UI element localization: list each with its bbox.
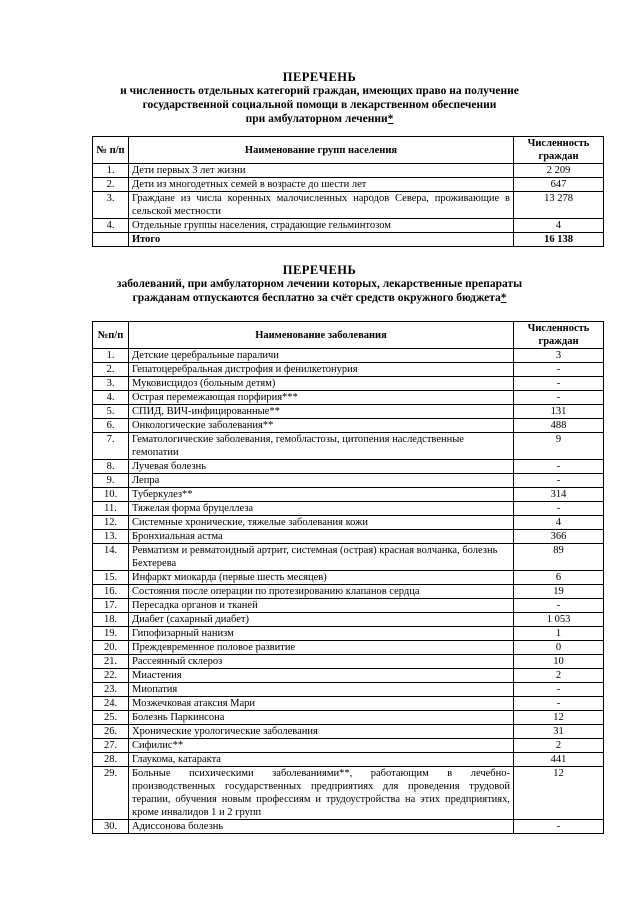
row-count: -	[514, 599, 604, 613]
row-number: 20.	[93, 641, 129, 655]
row-name: СПИД, ВИЧ-инфицированные**	[129, 405, 514, 419]
row-name: Детские церебральные параличи	[129, 349, 514, 363]
section2-subtitle-line-1: заболеваний, при амбулаторном лечении которых, лекарственные препараты	[116, 278, 523, 290]
row-count: -	[514, 502, 604, 516]
row-name: Больные психическими заболеваниями**, работающим в лечебно-производственных государственных предприятиях для проведения трудовой терапии, обучения новым профессиям и трудоустройства на этих предприятиях, кроме инвалидов 1 и 2 групп	[129, 767, 514, 820]
row-count: -	[514, 820, 604, 834]
table-row	[93, 530, 604, 544]
table-row	[93, 599, 604, 613]
row-number: 10.	[93, 488, 129, 502]
row-name: Острая перемежающая порфирия***	[129, 391, 514, 405]
row-count: 366	[514, 530, 604, 544]
row-number: 29.	[93, 767, 129, 820]
table-row	[93, 178, 604, 192]
row-name: Миопатия	[129, 683, 514, 697]
row-name: Преждевременное половое развитие	[129, 641, 514, 655]
section1-subtitle-line-3: при амбулаторном лечении	[245, 113, 388, 125]
row-count: 0	[514, 641, 604, 655]
row-name: Онкологические заболевания**	[129, 419, 514, 433]
total-count: 16 138	[514, 233, 604, 247]
row-count: -	[514, 474, 604, 488]
row-name: Диабет (сахарный диабет)	[129, 613, 514, 627]
table-row	[93, 419, 604, 433]
table-row	[93, 219, 604, 233]
table-row	[93, 460, 604, 474]
row-count: 4	[514, 219, 604, 233]
row-count: 31	[514, 725, 604, 739]
table-row	[93, 363, 604, 377]
table-row	[93, 488, 604, 502]
row-count: 89	[514, 544, 604, 571]
row-number: 9.	[93, 474, 129, 488]
table-row	[93, 669, 604, 683]
row-count: -	[514, 363, 604, 377]
row-number: 15.	[93, 571, 129, 585]
row-number: 7.	[93, 433, 129, 460]
section1-subtitle-line-2: государственной социальной помощи в лекарственном обеспечении	[142, 99, 497, 111]
section1-heading	[0, 70, 639, 126]
row-name: Сифилис**	[129, 739, 514, 753]
header-name: Наименование групп населения	[129, 137, 514, 164]
row-name: Хронические урологические заболевания	[129, 725, 514, 739]
row-count: -	[514, 391, 604, 405]
table-row	[93, 683, 604, 697]
row-name: Гематологические заболевания, гемобластозы, цитопения наследственные гемопатии	[129, 433, 514, 460]
row-number: 3.	[93, 192, 129, 219]
header-count: Численность граждан	[514, 322, 604, 349]
header-count: Численность граждан	[514, 137, 604, 164]
row-count: 441	[514, 753, 604, 767]
table-row	[93, 711, 604, 725]
row-name: Болезнь Паркинсона	[129, 711, 514, 725]
row-number: 12.	[93, 516, 129, 530]
row-name: Инфаркт миокарда (первые шесть месяцев)	[129, 571, 514, 585]
row-count: 10	[514, 655, 604, 669]
header-num: №п/п	[93, 322, 129, 349]
row-number: 18.	[93, 613, 129, 627]
row-name: Пересадка органов и тканей	[129, 599, 514, 613]
table-row	[93, 391, 604, 405]
row-count: 13 278	[514, 192, 604, 219]
section1-footnote-mark[interactable]: *	[387, 113, 394, 125]
row-count: 2	[514, 739, 604, 753]
row-name: Граждане из числа коренных малочисленных народов Севера, проживающие в сельской местности	[129, 192, 514, 219]
row-count: 19	[514, 585, 604, 599]
row-count: -	[514, 377, 604, 391]
row-number: 30.	[93, 820, 129, 834]
section2-footnote-mark[interactable]: *	[500, 292, 507, 304]
row-name: Системные хронические, тяжелые заболевания кожи	[129, 516, 514, 530]
table-row	[93, 767, 604, 820]
row-name: Ревматизм и ревматоидный артрит, системная (острая) красная волчанка, болезнь Бехтерева	[129, 544, 514, 571]
row-number: 2.	[93, 363, 129, 377]
row-name: Муковисцидоз (больным детям)	[129, 377, 514, 391]
row-number: 2.	[93, 178, 129, 192]
row-number: 16.	[93, 585, 129, 599]
row-number: 5.	[93, 405, 129, 419]
row-count: -	[514, 683, 604, 697]
row-number: 1.	[93, 349, 129, 363]
row-name: Лепра	[129, 474, 514, 488]
table-row	[93, 474, 604, 488]
row-number: 23.	[93, 683, 129, 697]
table-row	[93, 739, 604, 753]
row-number: 6.	[93, 419, 129, 433]
table-row	[93, 433, 604, 460]
row-number: 3.	[93, 377, 129, 391]
row-number: 14.	[93, 544, 129, 571]
row-number: 21.	[93, 655, 129, 669]
row-name: Адиссонова болезнь	[129, 820, 514, 834]
table-row	[93, 655, 604, 669]
population-groups-table	[92, 136, 604, 247]
table-header-row	[93, 137, 604, 164]
table-row	[93, 585, 604, 599]
row-name: Бронхиальная астма	[129, 530, 514, 544]
table-row	[93, 641, 604, 655]
row-count: 314	[514, 488, 604, 502]
table-row	[93, 377, 604, 391]
row-number: 25.	[93, 711, 129, 725]
row-number: 1.	[93, 164, 129, 178]
row-name: Гипофизарный нанизм	[129, 627, 514, 641]
table-row	[93, 502, 604, 516]
table-row	[93, 349, 604, 363]
row-count: 3	[514, 349, 604, 363]
table-row	[93, 192, 604, 219]
table-header-row	[93, 322, 604, 349]
row-count: 12	[514, 767, 604, 820]
table-row	[93, 571, 604, 585]
row-count: 2	[514, 669, 604, 683]
table-row	[93, 544, 604, 571]
table-row	[93, 753, 604, 767]
row-number: 11.	[93, 502, 129, 516]
header-name: Наименование заболевания	[129, 322, 514, 349]
table-row	[93, 613, 604, 627]
row-count: 2 209	[514, 164, 604, 178]
table-row	[93, 697, 604, 711]
row-count: 1 053	[514, 613, 604, 627]
section1-subtitle-line-1: и численность отдельных категорий граждан, имеющих право на получение	[120, 85, 519, 97]
row-number: 4.	[93, 391, 129, 405]
section2-title: ПЕРЕЧЕНЬ	[282, 263, 357, 277]
row-count: 131	[514, 405, 604, 419]
row-count: 1	[514, 627, 604, 641]
row-number: 24.	[93, 697, 129, 711]
table-row	[93, 516, 604, 530]
table-row	[93, 627, 604, 641]
row-name: Тяжелая форма бруцеллеза	[129, 502, 514, 516]
row-number: 4.	[93, 219, 129, 233]
table-row	[93, 164, 604, 178]
table-row	[93, 725, 604, 739]
row-name: Состояния после операции по протезированию клапанов сердца	[129, 585, 514, 599]
diseases-table	[92, 321, 604, 834]
row-name: Глаукома, катаракта	[129, 753, 514, 767]
row-name: Миастения	[129, 669, 514, 683]
row-name: Дети из многодетных семей в возрасте до шести лет	[129, 178, 514, 192]
row-count: -	[514, 460, 604, 474]
table-row	[93, 405, 604, 419]
row-number: 17.	[93, 599, 129, 613]
row-count: 488	[514, 419, 604, 433]
section2-subtitle-line-2: гражданам отпускаются бесплатно за счёт средств окружного бюджета	[132, 292, 501, 304]
row-name: Туберкулез**	[129, 488, 514, 502]
total-row	[93, 233, 604, 247]
row-name: Лучевая болезнь	[129, 460, 514, 474]
row-count: 4	[514, 516, 604, 530]
row-name: Мозжечковая атаксия Мари	[129, 697, 514, 711]
header-num: № п/п	[93, 137, 129, 164]
row-count: 6	[514, 571, 604, 585]
row-number: 19.	[93, 627, 129, 641]
row-count: 647	[514, 178, 604, 192]
total-label: Итого	[129, 233, 514, 247]
row-name: Рассеянный склероз	[129, 655, 514, 669]
row-name: Дети первых 3 лет жизни	[129, 164, 514, 178]
row-number: 13.	[93, 530, 129, 544]
section1-title: ПЕРЕЧЕНЬ	[282, 70, 357, 84]
row-count: -	[514, 697, 604, 711]
row-number: 27.	[93, 739, 129, 753]
table-row	[93, 820, 604, 834]
row-name: Отдельные группы населения, страдающие гельминтозом	[129, 219, 514, 233]
row-count: 9	[514, 433, 604, 460]
row-number: 26.	[93, 725, 129, 739]
row-count: 12	[514, 711, 604, 725]
row-number: 8.	[93, 460, 129, 474]
row-number: 22.	[93, 669, 129, 683]
row-number: 28.	[93, 753, 129, 767]
row-name: Гепатоцеребральная дистрофия и фенилкетонурия	[129, 363, 514, 377]
section2-heading	[0, 263, 639, 305]
